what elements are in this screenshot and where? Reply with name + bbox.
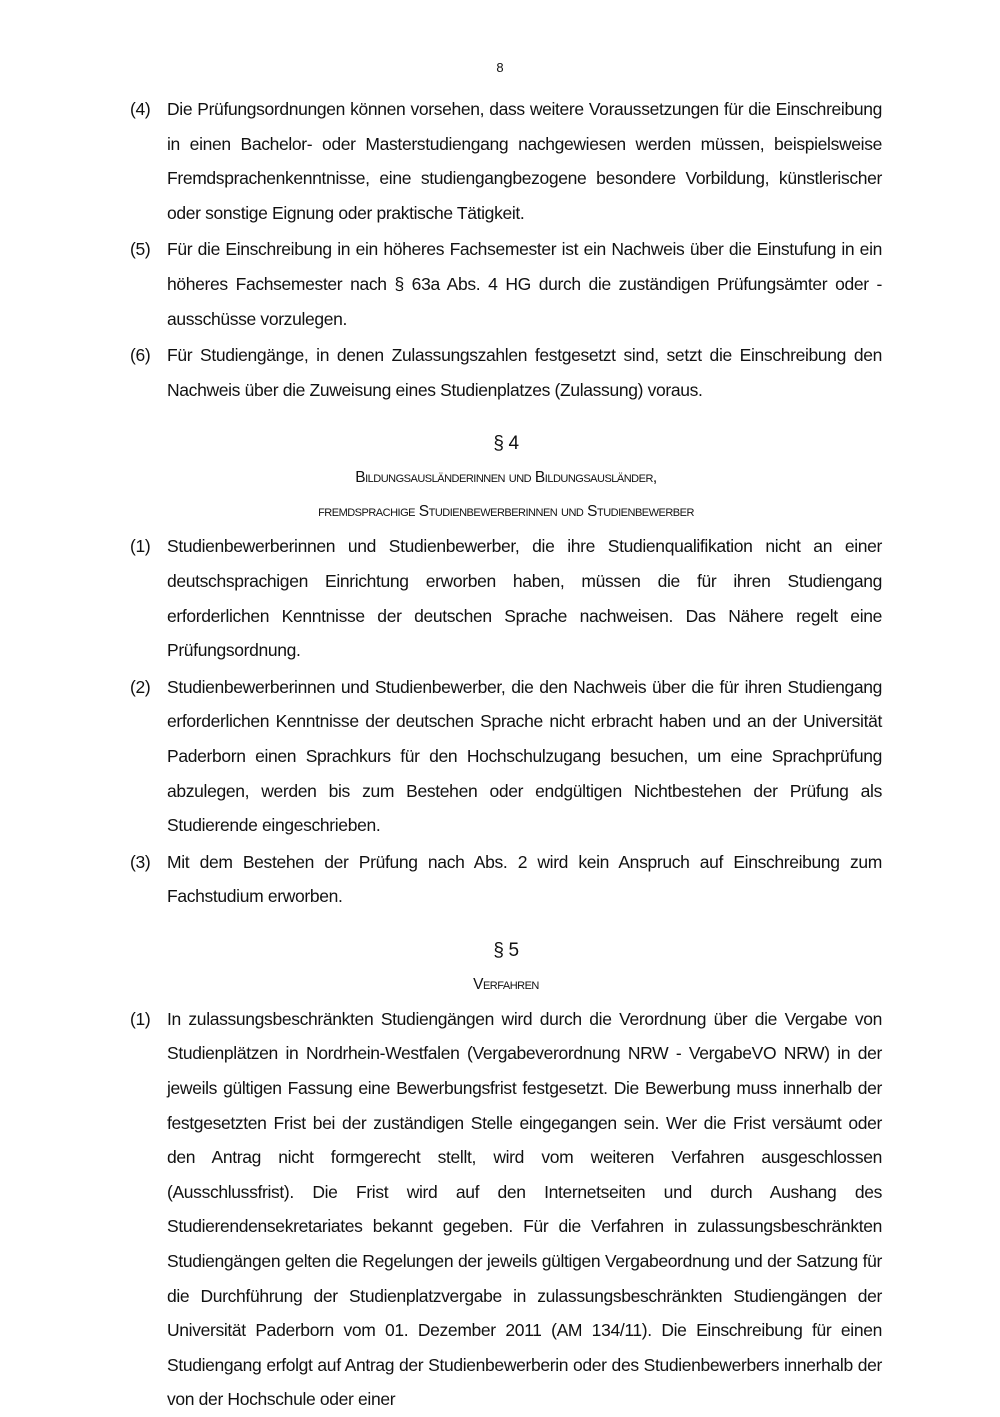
paragraph-4-1	[130, 529, 882, 667]
paragraph-number: (4)	[130, 99, 151, 119]
paragraph-number: (2)	[130, 676, 151, 697]
paragraph-4-3	[130, 845, 882, 914]
paragraph-text: Studienbewerberinnen und Studienbewerber, die den Nachweis über die für ihren Studiengang erforderlichen Kenntnisse der deutschen Sprache nicht erbracht haben und an der Universität Paderborn einen Sprachkurs für den Hochschulzugang besuchen, um eine Sprachprüfung abzulegen, werden bis zum Bestehen oder endgültigen Nichtbestehen der Prüfung als Studierende eingeschrieben.	[167, 676, 882, 836]
section-4-heading	[130, 427, 882, 529]
paragraph-3-4	[130, 92, 882, 230]
paragraph-5-1	[130, 1002, 882, 1417]
paragraph-number: (6)	[130, 345, 151, 366]
paragraph-number: (3)	[130, 851, 151, 872]
section-5-heading	[130, 934, 882, 1002]
section-number: § 5	[493, 939, 519, 961]
paragraph-text: Für die Einschreibung in ein höheres Fachsemester ist ein Nachweis über die Einstufung in ein höheres Fachsemester nach § 63a Abs. 4 HG durch die zuständigen Prüfungsämter oder -ausschüsse vorzulegen.	[167, 239, 882, 329]
section-number: § 4	[493, 433, 519, 455]
paragraph-number: (5)	[130, 239, 151, 260]
paragraph-text: Die Prüfungsordnungen können vorsehen, dass weitere Voraussetzungen für die Einschreibung in einen Bachelor- oder Masterstudiengang nachgewiesen werden müssen, beispielsweise Fremdsprachenkenntnisse, eine studiengangbezogene besondere Vorbildung, künstlerischer oder sonstige Eignung oder praktische Tätigkeit.	[167, 99, 882, 223]
paragraph-number: (1)	[130, 536, 151, 557]
paragraph-4-2	[130, 670, 882, 843]
paragraph-3-6	[130, 338, 882, 407]
section-title: Verfahren	[473, 975, 539, 993]
document-body	[130, 92, 882, 1417]
paragraph-3-5	[130, 232, 882, 336]
paragraph-text: In zulassungsbeschränkten Studiengängen wird durch die Verordnung über die Vergabe von Studienplätzen in Nordrhein-Westfalen (Vergabeverordnung NRW - VergabeVO NRW) in der jeweils gültigen Fassung eine Bewerbungsfrist festgesetzt. Die Bewerbung muss innerhalb der festgesetzten Frist bei der zuständigen Stelle eingegangen sein. Wer die Frist versäumt oder den Antrag nicht formgerecht stellt, wird vom weiteren Verfahren ausgeschlossen (Ausschlussfrist). Die Frist wird auf den Internetseiten und durch Aushang des Studierendensekretariates bekannt gegeben. Für die Verfahren in zulassungsbeschränkten Studiengängen gelten die Regelungen der jeweils gültigen Vergabeordnung und der Satzung für die Durchführung der Studienplatzvergabe in zulassungsbeschränkten Studiengängen der Universität Paderborn vom 01. Dezember 2011 (AM 134/11). Die Einschreibung für einen Studiengang erfolgt auf Antrag der Studienbewerberin oder des Studienbewerbers innerhalb der von der Hochschule oder einer	[167, 1008, 882, 1410]
paragraph-text: Für Studiengänge, in denen Zulassungszahlen festgesetzt sind, setzt die Einschreibung den Nachweis über die Zuweisung eines Studienplatzes (Zulassung) voraus.	[167, 345, 882, 400]
page-number: 8	[496, 60, 504, 75]
paragraph-text: Mit dem Bestehen der Prüfung nach Abs. 2 wird kein Anspruch auf Einschreibung zum Fachstudium erworben.	[167, 851, 882, 907]
paragraph-number: (1)	[130, 1008, 151, 1029]
paragraph-text: Studienbewerberinnen und Studienbewerber, die ihre Studienqualifikation nicht an einer deutschsprachigen Einrichtung erworben haben, müssen die für ihren Studiengang erforderlichen Kenntnisse der deutschen Sprache nachweisen. Das Nähere regelt eine Prüfungsordnung.	[167, 536, 882, 661]
section-title-line-2: fremdsprachige Studienbewerberinnen und Studienbewerber	[318, 503, 694, 521]
section-title-line-1: Bildungsausländerinnen und Bildungsausländer,	[355, 469, 657, 487]
